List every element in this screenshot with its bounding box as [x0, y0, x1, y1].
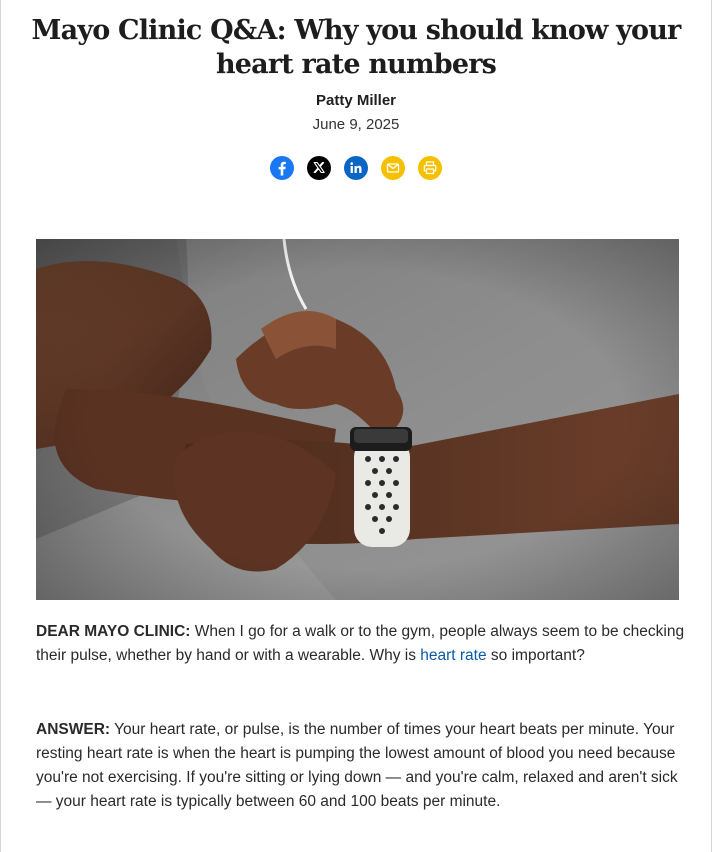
facebook-icon	[270, 156, 294, 180]
answer-lead: ANSWER:	[36, 721, 111, 738]
answer-text: Your heart rate, or pulse, is the number of times your heart beats per minute. Your resting heart rate is when the heart is pumping the lowest amount of blood you need because you're not exercising. If you're sitting or lying down — and you're calm, relaxed and aren't sick — your heart rate is typically between 60 and 100 beats per minute.	[36, 721, 678, 810]
linkedin-icon	[344, 156, 368, 180]
heart-rate-link[interactable]: heart rate	[420, 647, 487, 664]
x-share-button[interactable]	[307, 156, 331, 180]
answer-paragraph	[36, 718, 686, 814]
share-bar	[1, 156, 711, 180]
hero-image	[36, 239, 679, 600]
photo-smartwatch-wrist	[36, 239, 679, 600]
question-text-before: When I go for a walk or to the gym, people always seem to be checking their pulse, whether by hand or with a wearable. Why is	[36, 623, 685, 664]
question-lead: DEAR MAYO CLINIC:	[36, 623, 191, 640]
facebook-share-button[interactable]	[270, 156, 294, 180]
linkedin-share-button[interactable]	[344, 156, 368, 180]
question-paragraph	[36, 620, 686, 668]
print-icon	[418, 156, 442, 180]
print-button[interactable]	[418, 156, 442, 180]
article-author[interactable]: Patty Miller	[315, 92, 397, 109]
email-icon	[381, 156, 405, 180]
article-title: Mayo Clinic Q&A: Why you should know your heart rate numbers	[31, 15, 681, 80]
question-text-after: so important?	[486, 647, 585, 664]
article-date: June 9, 2025	[312, 116, 400, 133]
email-share-button[interactable]	[381, 156, 405, 180]
x-twitter-icon	[307, 156, 331, 180]
